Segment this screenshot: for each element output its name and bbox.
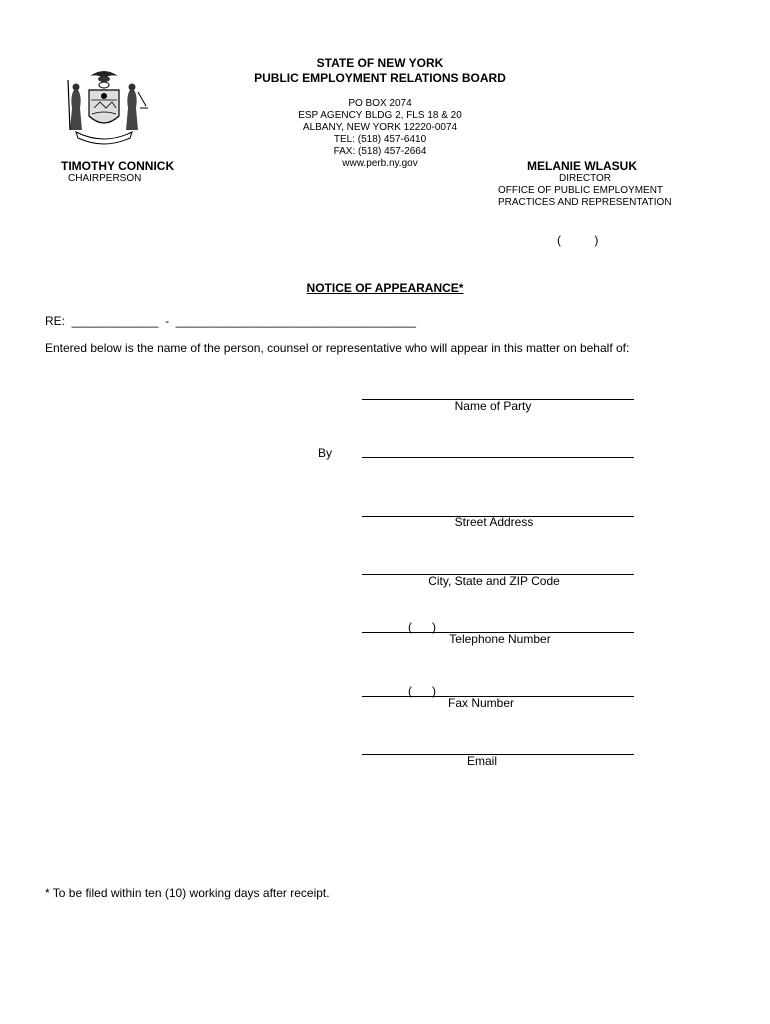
fax-area-code: ( ) bbox=[408, 684, 436, 698]
by-label: By bbox=[318, 446, 333, 460]
address-building: ESP AGENCY BLDG 2, FLS 18 & 20 bbox=[298, 110, 462, 121]
re-line[interactable]: RE: _____________ - ____________________________________ bbox=[45, 314, 417, 328]
city-state-zip-label: City, State and ZIP Code bbox=[428, 574, 560, 588]
address-po-box: PO BOX 2074 bbox=[348, 98, 412, 109]
state-name: STATE OF NEW YORK bbox=[316, 56, 444, 70]
telephone-label: Telephone Number bbox=[449, 632, 551, 646]
case-number-field: ( ) bbox=[557, 233, 599, 247]
fax-label: Fax Number bbox=[447, 696, 515, 710]
board-name: PUBLIC EMPLOYMENT RELATIONS BOARD bbox=[254, 71, 506, 85]
intro-text: Entered below is the name of the person, counsel or representative who will appear in this matter on behalf of: bbox=[45, 341, 630, 355]
director-name: MELANIE WLASUK bbox=[527, 159, 637, 173]
footnote: * To be filed within ten (10) working days after receipt. bbox=[45, 886, 330, 900]
chairperson-title: CHAIRPERSON bbox=[68, 173, 142, 184]
address-city: ALBANY, NEW YORK 12220-0074 bbox=[302, 122, 458, 133]
director-office-2: PRACTICES AND REPRESENTATION bbox=[498, 197, 672, 208]
director-title: DIRECTOR bbox=[558, 173, 612, 184]
notice-title: NOTICE OF APPEARANCE* bbox=[306, 281, 464, 295]
address-website: www.perb.ny.gov bbox=[342, 158, 418, 169]
address-tel: TEL: (518) 457-6410 bbox=[333, 134, 427, 145]
seal-graphic bbox=[56, 66, 152, 148]
party-name-label: Name of Party bbox=[454, 399, 532, 413]
state-seal bbox=[56, 66, 152, 148]
chairperson-name: TIMOTHY CONNICK bbox=[61, 159, 175, 173]
address-fax: FAX: (518) 457-2664 bbox=[333, 146, 427, 157]
director-office: OFFICE OF PUBLIC EMPLOYMENT bbox=[498, 185, 664, 196]
telephone-area-code: ( ) bbox=[408, 620, 436, 634]
representative-line[interactable] bbox=[362, 457, 634, 458]
email-label: Email bbox=[466, 754, 497, 768]
street-address-label: Street Address bbox=[454, 515, 534, 529]
